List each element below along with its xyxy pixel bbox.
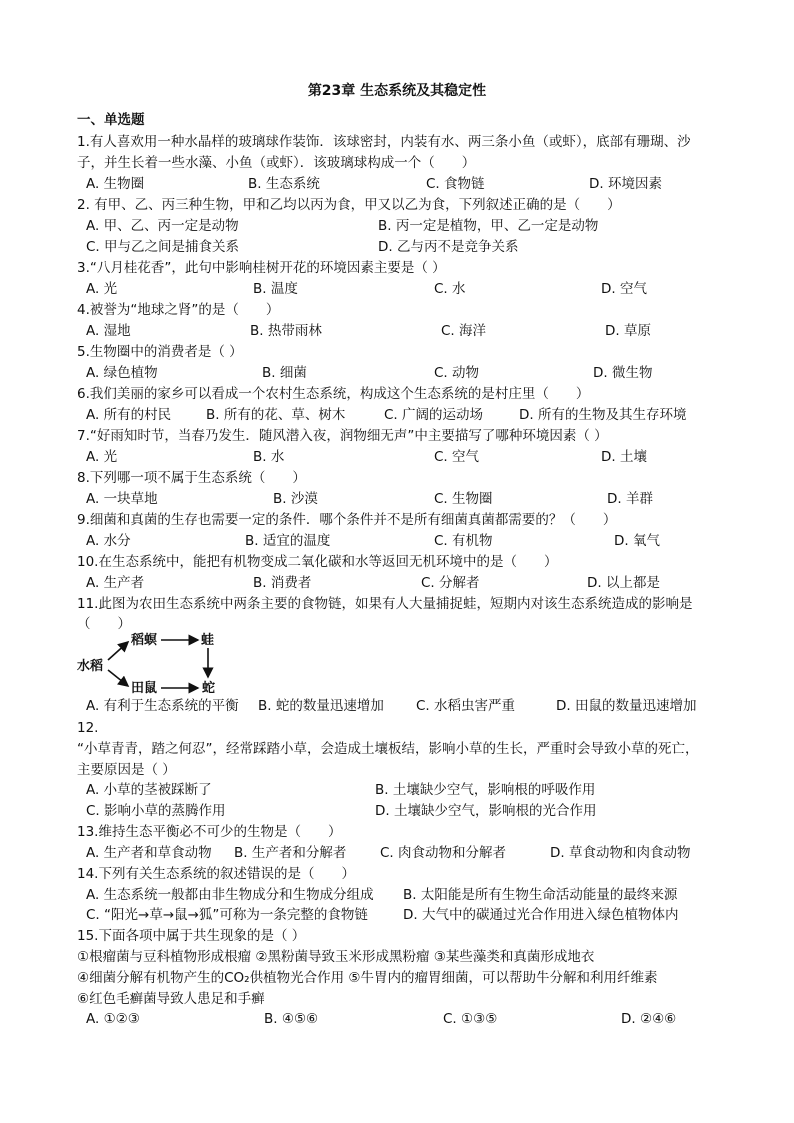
food-web-frog: 蛙 xyxy=(201,633,215,648)
question-14-line-1: 14.下列有关生态系统的叙述错误的是（ ） xyxy=(77,866,355,882)
question-7-line-1: 7.“好雨知时节，当春乃发生．随风潜入夜，润物细无声”中主要描写了哪种环境因素（ ） xyxy=(77,428,608,444)
q2-option-d: D. 乙与丙不是竞争关系 xyxy=(378,239,519,255)
food-web-rice-borer: 稻螟 xyxy=(131,633,158,648)
question-6-line-1: 6.我们美丽的家乡可以看成一个农村生态系统，构成这个生态系统的是村庄里（ ） xyxy=(77,386,590,402)
question-15-line-4: ⑥红色毛癣菌导致人患足和手癣 xyxy=(77,991,265,1007)
q5-option-c: C. 动物 xyxy=(434,365,480,381)
q10-option-c: C. 分解者 xyxy=(421,575,480,591)
question-10-line-1: 10.在生态系统中，能把有机物变成二氧化碳和水等返回无机环境中的是（ ） xyxy=(77,554,558,570)
q7-option-b: B. 水 xyxy=(253,449,285,465)
q10-option-d: D. 以上都是 xyxy=(587,575,660,591)
q12-option-d: D. 土壤缺少空气，影响根的光合作用 xyxy=(375,803,597,819)
q9-option-b: B. 适宜的温度 xyxy=(245,533,331,549)
q13-option-a: A. 生产者和草食动物 xyxy=(86,845,212,861)
q13-option-b: B. 生产者和分解者 xyxy=(234,845,347,861)
question-8-line-1: 8.下列哪一项不属于生态系统（ ） xyxy=(77,470,306,486)
q1-option-b: B. 生态系统 xyxy=(248,176,320,192)
q15-option-a: A. ①②③ xyxy=(86,1011,140,1027)
q9-option-a: A. 水分 xyxy=(86,533,131,549)
q8-option-a: A. 一块草地 xyxy=(86,491,158,507)
q14-option-b: B. 太阳能是所有生物生命活动能量的最终来源 xyxy=(403,887,678,903)
q8-option-b: B. 沙漠 xyxy=(273,491,318,507)
q5-option-b: B. 细菌 xyxy=(262,365,307,381)
q12-option-b: B. 土壤缺少空气，影响根的呼吸作用 xyxy=(375,782,596,798)
food-web-rice: 水稻 xyxy=(77,659,104,674)
q8-option-c: C. 生物圈 xyxy=(434,491,493,507)
q11-option-c: C. 水稻虫害严重 xyxy=(416,698,516,714)
q15-option-c: C. ①③⑤ xyxy=(443,1011,498,1027)
q6-option-b: B. 所有的花、草、树木 xyxy=(206,407,346,423)
q15-option-d: D. ②④⑥ xyxy=(621,1011,677,1027)
q12-option-c: C. 影响小草的蒸腾作用 xyxy=(86,803,226,819)
arrow-rice-to-mouse xyxy=(108,670,128,686)
q10-option-a: A. 生产者 xyxy=(86,575,145,591)
q6-option-c: C. 广阔的运动场 xyxy=(384,407,484,423)
question-1-line-2: 子，并生长着一些水藻、小鱼（或虾）．该玻璃球构成一个（ ） xyxy=(77,155,476,171)
section-heading: 一、单选题 xyxy=(77,112,145,128)
q11-option-b: B. 蛇的数量迅速增加 xyxy=(258,698,384,714)
question-12-line-2: 主要原因是（ ） xyxy=(77,762,176,778)
q10-option-b: B. 消费者 xyxy=(253,575,312,591)
q4-option-c: C. 海洋 xyxy=(441,323,487,339)
question-1-line-1: 1.有人喜欢用一种水晶样的玻璃球作装饰．该球密封，内装有水、两三条小鱼（或虾），底部有珊瑚、沙 xyxy=(77,134,691,150)
q14-option-d: D. 大气中的碳通过光合作用进入绿色植物体内 xyxy=(403,907,679,923)
q14-option-c: C. “阳光→草→鼠→狐”可称为一条完整的食物链 xyxy=(86,907,368,923)
q5-option-a: A. 绿色植物 xyxy=(86,365,158,381)
q8-option-d: D. 羊群 xyxy=(607,491,653,507)
question-11-line-1: 11.此图为农田生态系统中两条主要的食物链，如果有人大量捕捉蛙，短期内对该生态系统造成的影响是 xyxy=(77,596,693,612)
q7-option-d: D. 土壤 xyxy=(601,449,647,465)
question-5-line-1: 5.生物圈中的消费者是（ ） xyxy=(77,344,243,360)
q11-option-d: D. 田鼠的数量迅速增加 xyxy=(556,698,697,714)
question-2-line-1: 2. 有甲、乙、丙三种生物，甲和乙均以丙为食，甲又以乙为食，下列叙述正确的是（ ） xyxy=(77,197,621,213)
q5-option-d: D. 微生物 xyxy=(593,365,653,381)
q13-option-d: D. 草食动物和肉食动物 xyxy=(550,845,691,861)
q2-option-c: C. 甲与乙之间是捕食关系 xyxy=(86,239,240,255)
food-web-field-mouse: 田鼠 xyxy=(131,681,158,696)
q15-option-b: B. ④⑤⑥ xyxy=(264,1011,319,1027)
q3-option-d: D. 空气 xyxy=(601,281,647,297)
q4-option-b: B. 热带雨林 xyxy=(250,323,322,339)
q13-option-c: C. 肉食动物和分解者 xyxy=(380,845,507,861)
q1-option-d: D. 环境因素 xyxy=(589,176,662,192)
question-4-line-1: 4.被誉为“地球之肾”的是（ ） xyxy=(77,302,280,318)
q1-option-c: C. 食物链 xyxy=(426,176,485,192)
q6-option-a: A. 所有的村民 xyxy=(86,407,172,423)
question-3-line-1: 3.“八月桂花香”，此句中影响桂树开花的环境因素主要是（ ） xyxy=(77,260,446,276)
question-9-line-1: 9.细菌和真菌的生存也需要一定的条件．哪个条件并不是所有细菌真菌都需要的？（ ） xyxy=(77,512,617,528)
q6-option-d: D. 所有的生物及其生存环境 xyxy=(519,407,687,423)
question-13-line-1: 13.维持生态平衡必不可少的生物是（ ） xyxy=(77,824,342,840)
question-15-line-3: ④细菌分解有机物产生的CO₂供植物光合作用 ⑤牛胃内的瘤胃细菌，可以帮助牛分解和利用纤维素 xyxy=(77,970,658,986)
question-11-line-2: （ ） xyxy=(77,616,131,632)
q9-option-d: D. 氧气 xyxy=(614,533,660,549)
q2-option-b: B. 丙一定是植物，甲、乙一定是动物 xyxy=(378,218,599,234)
question-15-line-2: ①根瘤菌与豆科植物形成根瘤 ②黑粉菌导致玉米形成黑粉瘤 ③某些藻类和真菌形成地衣 xyxy=(77,949,595,965)
food-web-snake: 蛇 xyxy=(202,681,216,696)
q7-option-c: C. 空气 xyxy=(434,449,480,465)
q3-option-c: C. 水 xyxy=(434,281,466,297)
q3-option-a: A. 光 xyxy=(86,281,118,297)
page-title: 第23章 生态系统及其稳定性 xyxy=(307,83,487,99)
arrow-rice-to-borer xyxy=(108,642,128,660)
q1-option-a: A. 生物圈 xyxy=(86,176,145,192)
question-12-line-1: “小草青青，踏之何忍”，经常踩踏小草，会造成土壤板结，影响小草的生长，严重时会导致小草的死亡， xyxy=(77,741,699,757)
food-web-diagram xyxy=(76,630,226,696)
q4-option-a: A. 湿地 xyxy=(86,323,131,339)
q7-option-a: A. 光 xyxy=(86,449,118,465)
q4-option-d: D. 草原 xyxy=(605,323,651,339)
question-12-number: 12. xyxy=(77,720,99,736)
q3-option-b: B. 温度 xyxy=(253,281,298,297)
q14-option-a: A. 生态系统一般都由非生物成分和生物成分组成 xyxy=(86,887,374,903)
q2-option-a: A. 甲、乙、丙一定是动物 xyxy=(86,218,239,234)
question-15-line-1: 15.下面各项中属于共生现象的是（ ） xyxy=(77,928,306,944)
q12-option-a: A. 小草的茎被踩断了 xyxy=(86,782,212,798)
q9-option-c: C. 有机物 xyxy=(434,533,493,549)
q11-option-a: A. 有利于生态系统的平衡 xyxy=(86,698,239,714)
